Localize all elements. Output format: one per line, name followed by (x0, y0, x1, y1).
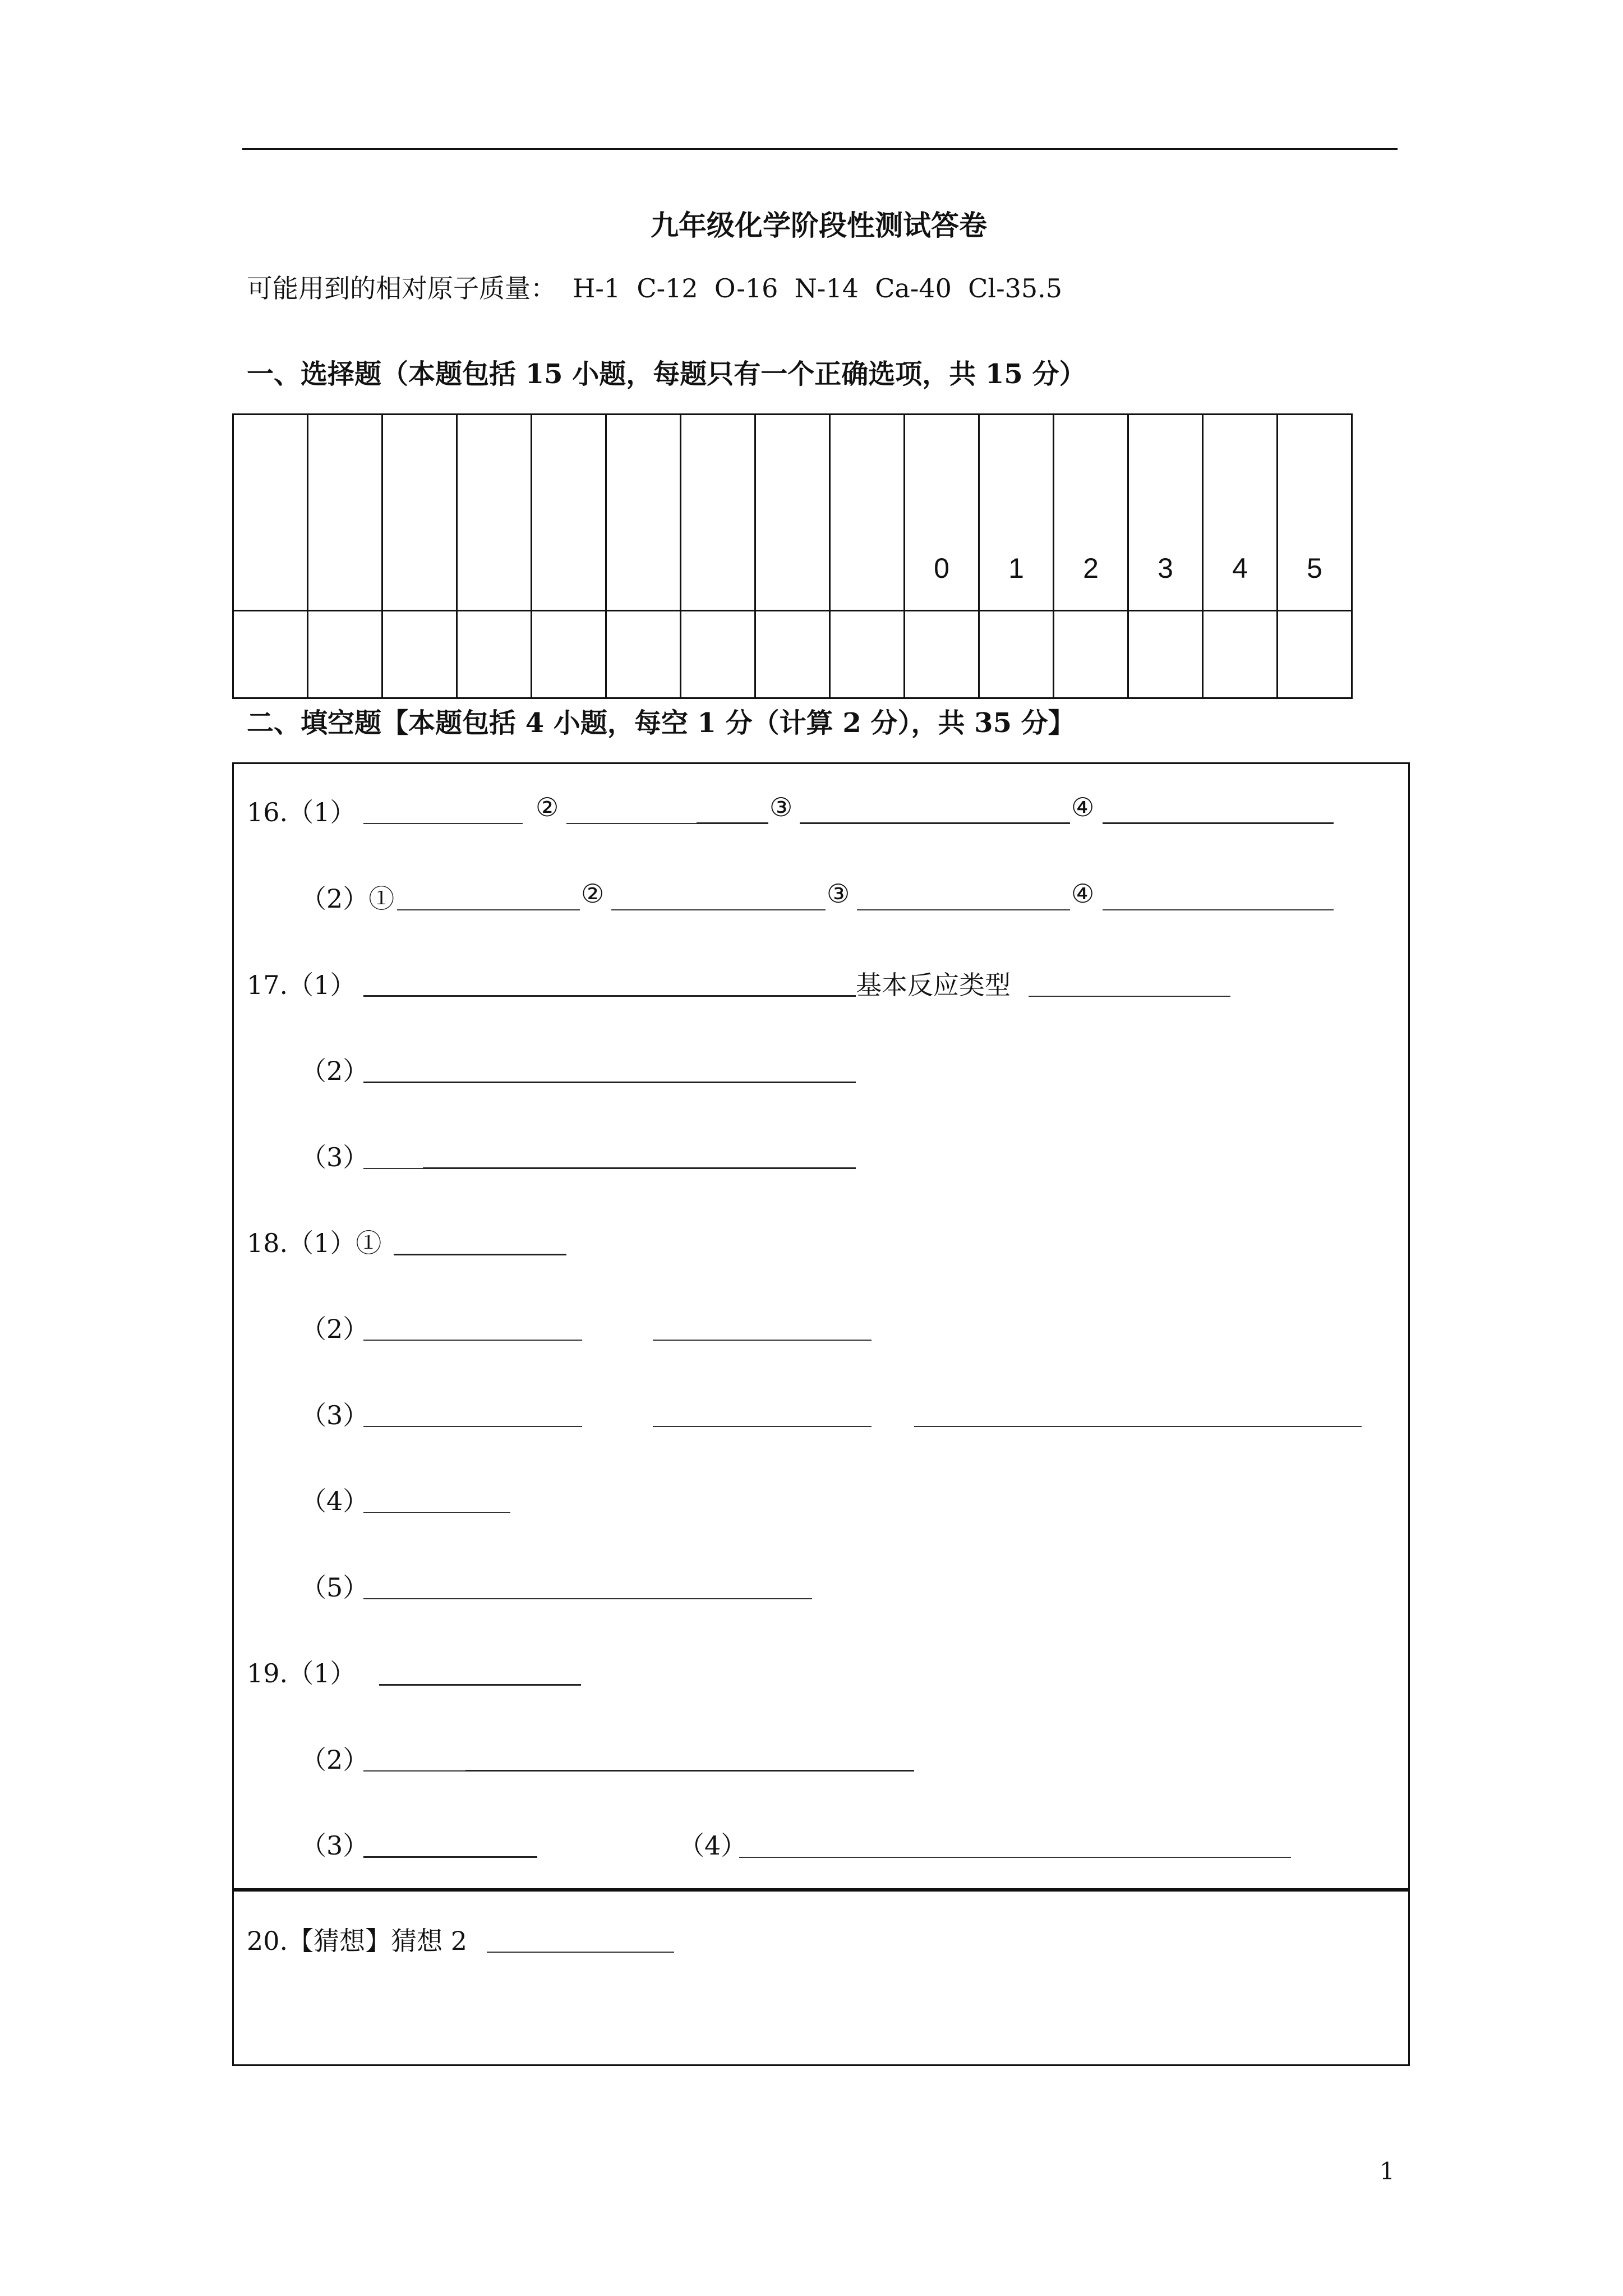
grid-header-cell: 1 (979, 415, 1054, 611)
answer-cell[interactable] (457, 611, 532, 698)
q18-part3-label: （3） (301, 1400, 369, 1430)
q19-part3-label: （3） (301, 1830, 369, 1861)
q16-blank-2a[interactable] (566, 823, 697, 824)
q18-p3-blank-1[interactable] (363, 1426, 582, 1427)
grid-header-cell (308, 415, 382, 611)
answer-grid (232, 413, 1353, 699)
q16-p2-blank-4[interactable] (1103, 909, 1334, 910)
q18-part5-label: （5） (301, 1572, 369, 1603)
q19-part4-label: （4） (679, 1830, 747, 1861)
answer-cell[interactable] (1278, 611, 1352, 698)
q18-p5-blank[interactable] (363, 1598, 812, 1599)
page-number: 1 (1380, 2157, 1395, 2185)
answer-cell[interactable] (1054, 611, 1128, 698)
q19-blank-2a[interactable] (363, 1770, 465, 1772)
grid-header-cell: 5 (1278, 415, 1352, 611)
grid-header-cell: 2 (1054, 415, 1128, 611)
answer-cell[interactable] (830, 611, 905, 698)
grid-header-cell (457, 415, 532, 611)
q17-part2-label: （2） (301, 1056, 369, 1086)
q20-guess-label: 20.【猜想】猜想 2 (247, 1926, 468, 1956)
q18-part4-label: （4） (301, 1486, 369, 1516)
q16-p2-circle-2: ② (581, 878, 605, 909)
grid-header-cell (382, 415, 457, 611)
q17-blank-3a[interactable] (363, 1168, 423, 1169)
fill-in-box (232, 762, 1410, 1892)
grid-header-cell (233, 415, 308, 611)
grid-header-cell: 0 (905, 415, 979, 611)
answer-cell[interactable] (532, 611, 606, 698)
q16-blank-2b[interactable] (697, 822, 768, 824)
q17-blank-2[interactable] (363, 1082, 856, 1083)
q16-p2-blank-2[interactable] (611, 909, 826, 910)
q16-p2-circle-3: ③ (827, 878, 850, 909)
answer-cell[interactable] (1203, 611, 1278, 698)
q16-p2-circle-4: ④ (1071, 878, 1095, 909)
atomic-mass-line: 可能用到的相对原子质量： H-1 C-12 O-16 N-14 Ca-40 Cl-35.5 (247, 273, 1063, 303)
grid-header-cell (606, 415, 681, 611)
answer-cell[interactable] (308, 611, 382, 698)
grid-header-cell (830, 415, 905, 611)
q17-part1-label: 17.（1） (247, 970, 356, 1000)
q16-blank-3[interactable] (800, 822, 1070, 824)
grid-header-cell (532, 415, 606, 611)
answer-cell[interactable] (382, 611, 457, 698)
answer-cell[interactable] (755, 611, 830, 698)
answer-cell[interactable] (979, 611, 1054, 698)
q17-part3-label: （3） (301, 1142, 369, 1172)
answer-cell[interactable] (233, 611, 308, 698)
q18-p3-blank-3[interactable] (914, 1426, 1362, 1427)
q16-part1-label: 16.（1） (247, 797, 356, 827)
answer-cell[interactable] (606, 611, 681, 698)
q16-blank-1[interactable] (363, 823, 523, 824)
grid-header-cell (681, 415, 755, 611)
grid-header-cell: 3 (1128, 415, 1203, 611)
q18-part1-label: 18.（1）① (247, 1228, 382, 1258)
q19-part1-label: 19.（1） (247, 1658, 356, 1688)
page-title: 九年级化学阶段性测试答卷 (651, 209, 987, 242)
q16-p2-blank-3[interactable] (857, 909, 1070, 910)
q18-p2-blank-2[interactable] (653, 1340, 872, 1341)
section1-heading: 一、选择题（本题包括 15 小题，每题只有一个正确选项，共 15 分） (247, 358, 1086, 390)
q16-circle-4: ④ (1071, 792, 1095, 822)
question20-box (232, 1888, 1410, 2066)
q18-p3-blank-2[interactable] (653, 1426, 872, 1427)
q19-blank-1[interactable] (379, 1684, 581, 1686)
q17-blank-3b[interactable] (423, 1167, 856, 1169)
q16-part2-label: （2）① (301, 884, 395, 914)
q19-blank-2b[interactable] (465, 1770, 914, 1772)
answer-grid-header-row (233, 415, 1352, 611)
q16-blank-4[interactable] (1103, 822, 1334, 824)
section2-heading: 二、填空题【本题包括 4 小题，每空 1 分（计算 2 分），共 35 分】 (247, 707, 1075, 739)
q17-blank-1[interactable] (363, 995, 856, 997)
q18-blank-1[interactable] (394, 1254, 566, 1255)
q18-part2-label: （2） (301, 1314, 369, 1344)
q17-reaction-type-label: 基本反应类型 (856, 970, 1011, 1000)
answer-cell[interactable] (905, 611, 979, 698)
answer-grid-answer-row (233, 611, 1352, 698)
q19-blank-4[interactable] (739, 1857, 1291, 1858)
grid-header-cell (755, 415, 830, 611)
answer-cell[interactable] (1128, 611, 1203, 698)
grid-header-cell: 4 (1203, 415, 1278, 611)
q19-part2-label: （2） (301, 1745, 369, 1775)
header-rule (242, 148, 1398, 150)
q16-p2-blank-1[interactable] (397, 909, 580, 910)
q17-reaction-type-blank[interactable] (1029, 996, 1230, 997)
q18-p4-blank[interactable] (363, 1512, 510, 1513)
q20-guess-blank[interactable] (487, 1952, 674, 1953)
q16-circle-3: ③ (769, 792, 793, 822)
q18-p2-blank-1[interactable] (363, 1340, 582, 1341)
q16-circle-2: ② (536, 792, 559, 822)
answer-cell[interactable] (681, 611, 755, 698)
q19-blank-3[interactable] (363, 1856, 537, 1858)
